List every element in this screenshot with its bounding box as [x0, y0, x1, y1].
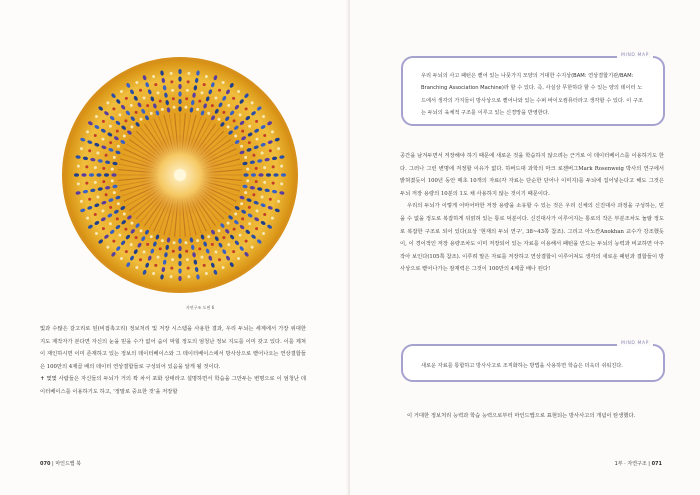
figure-cell: [187, 267, 190, 270]
figure-cell: [102, 180, 105, 183]
figure-cell: [248, 141, 251, 144]
figure-cell: [214, 96, 217, 99]
figure-cell: [187, 80, 190, 83]
figure-cell: [171, 258, 174, 261]
figure-cell: [252, 193, 255, 196]
figure-cell: [111, 168, 114, 171]
figure-cell: [139, 258, 142, 261]
figure-cell: [81, 173, 86, 176]
figure-cell: [248, 206, 251, 209]
figure-cell: [106, 101, 109, 104]
figure-cell: [157, 91, 160, 94]
figure-cell: [211, 243, 214, 246]
figure-cell: [234, 213, 237, 216]
figure-cell: [139, 229, 142, 232]
figure-cell: [187, 72, 190, 75]
figure-cell: [150, 112, 153, 115]
figure-cell: [237, 90, 240, 93]
figure-cell: [109, 141, 112, 144]
figure-cell: [239, 234, 242, 237]
figure-cell: [237, 257, 240, 260]
figure-cell: [88, 198, 91, 201]
figure-cell: [222, 81, 225, 84]
figure-cell: [96, 195, 99, 198]
figure-cell: [248, 125, 251, 128]
figure-cell: [251, 173, 256, 176]
figure-cell: [227, 125, 230, 128]
figure-cell: [185, 97, 188, 100]
figure-cell: [262, 115, 265, 118]
figure-cell: [152, 272, 155, 275]
figure-cell: [273, 173, 278, 176]
folio-title: 마인드맵 북: [55, 461, 82, 467]
figure-cell: [256, 209, 259, 212]
figure-cell: [178, 238, 181, 243]
figure-caption: 자연구조 도면 6: [185, 305, 215, 310]
figure-cell: [281, 173, 286, 176]
figure-cell: [116, 217, 119, 220]
dagger-icon: ✝: [40, 376, 47, 383]
figure-cell: [102, 167, 105, 170]
figure-cell: [74, 173, 79, 176]
figure-cell: [266, 173, 271, 176]
figure-cell: [139, 118, 142, 121]
figure-cell: [120, 257, 123, 260]
figure-cell: [118, 234, 121, 237]
figure-cell: [170, 275, 173, 278]
figure-cell: [102, 120, 105, 123]
page-number: 071: [651, 461, 662, 467]
figure-cell: [170, 72, 173, 75]
figure-cell: [159, 247, 162, 250]
figure-cell: [130, 222, 133, 225]
figure-cell: [178, 76, 181, 81]
paragraph: [40, 373, 306, 398]
figure-cell: [218, 229, 221, 232]
figure-cell: [112, 107, 115, 110]
figure-cell: [173, 241, 176, 244]
figure-cell: [205, 272, 208, 275]
figure-cell: [171, 89, 174, 92]
figure-cell: [113, 191, 116, 194]
figure-cell: [261, 152, 264, 155]
figure-cell: [154, 83, 157, 86]
figure-cell: [130, 104, 133, 107]
figure-cell: [218, 118, 221, 121]
figure-cell: [109, 125, 112, 128]
figure-cell: [263, 213, 266, 216]
figure-cell: [77, 182, 80, 185]
figure-cell: [139, 89, 142, 92]
figure-cell: [262, 232, 265, 235]
figure-cell: [186, 258, 189, 261]
figure-cell: [255, 227, 258, 230]
figure-cell: [203, 83, 206, 86]
figure-cell: [104, 173, 109, 176]
figure-cell: [86, 217, 89, 220]
figure-cell: [86, 130, 89, 133]
figure-cell: [245, 107, 248, 110]
figure-cell: [89, 173, 94, 176]
figure-cell: [200, 91, 203, 94]
figure-cell: [113, 156, 116, 159]
folio-title: 1부 · 자연구조: [614, 461, 647, 467]
figure-cell: [178, 276, 181, 281]
figure-cell: [111, 173, 116, 176]
figure-cell: [218, 258, 221, 261]
figure-cell: [95, 232, 98, 235]
figure-cell: [105, 193, 108, 196]
figure-cell: [280, 165, 283, 168]
figure-cell: [123, 134, 126, 137]
figure-cell: [218, 89, 221, 92]
paragraph-text: 몇몇 사람들은 자신들의 두뇌가 거의 꽉 차서 포화 상태라고 설명하면서 학습을 그만두는 변명으로 이 엄청난 데이터베이스를 이용하기도 하고, '정말로 중요한 것'을 저장할: [40, 376, 307, 395]
figure-cell: [161, 108, 164, 111]
figure-cell: [135, 236, 138, 239]
figure-cell: [234, 134, 237, 137]
figure-cell: [271, 217, 274, 220]
figure-cell: [172, 250, 175, 253]
figure-cell: [244, 191, 247, 194]
figure-cell: [255, 180, 258, 183]
figure-cell: [101, 209, 104, 212]
figure-cell: [256, 138, 259, 141]
figure-cell: [178, 99, 181, 104]
figure-cell: [263, 166, 266, 169]
figure-cell: [94, 166, 97, 169]
figure-cell: [263, 134, 266, 137]
figure-cell: [94, 213, 97, 216]
figure-cell: [251, 101, 254, 104]
figure-cell: [170, 80, 173, 83]
figure-cell: [125, 250, 128, 253]
mindmap-callout-text: 새로운 자료를 통합하고 방사사고로 조직화하는 방법을 사용하면 학습은 더욱더 쉬워진다.: [421, 363, 623, 369]
mindmap-label: MIND MAP: [617, 341, 653, 346]
figure-cell: [109, 222, 112, 225]
figure-cell: [80, 200, 83, 203]
figure-cell: [251, 246, 254, 249]
figure-cell: [178, 268, 181, 273]
left-body-text: [40, 323, 306, 399]
figure-cell: [272, 182, 275, 185]
figure-cell: [200, 256, 203, 259]
figure-cell: [241, 217, 244, 220]
figure-cell: [117, 202, 120, 205]
paragraph: 우리의 두뇌가 이렇게 어마어마한 저장 용량을 소유할 수 있는 것은 우리 신체의 신진대사 과정을 구성하는, 믿을 수 없을 정도로 복잡하게 뒤얽혀 있는 통로 덕분이다. 신진대사가 이루어지는 통로의 작은 부분조차도 놀랄 정도로 복잡한 구조로 되어 있다(요상 '현재의 두뇌 연구', 38~43쪽 참조). 그리고 아노칸Anokhan 교수가 강조했듯이, 이 경이적인 저장 용량조차도 이미 저장되어 있는 자료를 이용해서 패턴을 만드는 두뇌의 능력과 비교하면 아주 작아 보인다(105쪽 참조). 이루려 말은 자료를 저장하고 연상결합이 이루어져도 생각의 새로운 패턴과 결합들이 방사상으로 뻗어나가는 잠재력은 그것이 100만의 4제곱 배나 된다!: [400, 203, 664, 273]
figure-cell: [178, 106, 181, 111]
figure-cell: [96, 152, 99, 155]
figure-cell: [269, 149, 272, 152]
figure-cell: [246, 168, 249, 171]
figure-cell: [233, 228, 236, 231]
figure-cell: [255, 120, 258, 123]
figure-cell: [116, 130, 119, 133]
figure-cell: [130, 243, 133, 246]
mindmap-label: MIND MAP: [617, 53, 653, 58]
mindmap-callout-box: [401, 53, 665, 126]
figure-cell: [125, 97, 128, 100]
paragraph: 공간을 남겨두면서 저장해야 하기 때문에 새로운 것을 학습하지 않으려는 근거로 이 데이터베이스를 이용하기도 한다. 그러나 그런 변명에 걱정할 이유가 없다. 하버드대 과학의 마크 로젠버그Mark Rosenweig 박사의 연구에서 밝혀졌듯이 100년 동안 매초 10개의 자료(각 자료는 단순한 단어나 이미지)를 두뇌에 집어넣는다고 해도 그것은 두뇌 저장 용량의 10분의 1도 채 사용하지 않는 것이기 때문이다.: [400, 153, 664, 197]
figure-cell: [239, 113, 242, 116]
figure-cell: [106, 246, 109, 249]
figure-cell: [120, 90, 123, 93]
figure-cell: [198, 247, 201, 250]
radial-structure-figure: [60, 55, 300, 295]
figure-cell: [95, 115, 98, 118]
figure-cell: [157, 256, 160, 259]
figure-cell: [207, 112, 210, 115]
figure-cell: [135, 266, 138, 269]
figure-cell: [154, 264, 157, 267]
figure-cell: [277, 200, 280, 203]
figure-cell: [263, 181, 266, 184]
page-number: 070: [40, 461, 51, 467]
folio-separator: |: [648, 461, 652, 467]
figure-cell: [185, 250, 188, 253]
figure-cell: [96, 173, 101, 176]
figure-cell: [124, 119, 127, 122]
figure-cell: [232, 250, 235, 253]
figure-cell: [207, 235, 210, 238]
figure-cell: [161, 239, 164, 242]
figure-cell: [146, 104, 149, 107]
figure-cell: [222, 266, 225, 269]
figure-cell: [233, 119, 236, 122]
figure-cell: [94, 181, 97, 184]
figure-cell: [80, 147, 83, 150]
figure-cell: [203, 264, 206, 267]
right-closing-text: [400, 410, 664, 423]
figure-cell: [240, 202, 243, 205]
folio-separator: |: [52, 461, 56, 467]
figure-cell: [244, 156, 247, 159]
right-body-text: [400, 150, 664, 276]
figure-cell: [214, 251, 217, 254]
figure-cell: [173, 106, 176, 109]
figure-cell: [111, 179, 114, 182]
folio-left: [40, 460, 81, 467]
figure-cell: [101, 138, 104, 141]
figure-cell: [222, 236, 225, 239]
figure-cell: [123, 213, 126, 216]
figure-cell: [178, 91, 181, 96]
figure-cell: [159, 100, 162, 103]
figure-cell: [240, 145, 243, 148]
figure-cell: [227, 243, 230, 246]
figure-cell: [178, 253, 181, 258]
figure-cell: [198, 100, 201, 103]
figure-cell: [245, 240, 248, 243]
folio-right: [615, 460, 662, 467]
figure-cell: [232, 97, 235, 100]
figure-cell: [124, 228, 127, 231]
figure-cell: [88, 149, 91, 152]
figure-cell: [258, 173, 263, 176]
paragraph: 이 거대한 정보처리 능력과 학습 능력으로부터 마인드맵으로 표현되는 방사사고의 개념이 탄생했다.: [407, 413, 636, 419]
figure-cell: [152, 75, 155, 78]
figure-cell: [196, 239, 199, 242]
paragraph: 빛과 수많은 갈고리로 된(비접촉고리) 정보처리 및 저장 시스템을 사용한 결과, 우리 두뇌는 세계에서 가장 위대한 지도 제작자가 본다면 자신의 눈을 믿을 수가 없어 숨이 막힐 정도의 엄청난 정보 지도를 이미 갖고 있다. 이를 제쳐이 재인하시면 이미 존재하고 있는 정보의 데이터베이스와 그 데이터베이스에서 방사상으로 뻗어나오는 연상결합들은 100만의 4제곱 배의 데이터 연상결합들로 구성되어 있음을 알게 될 것이다.: [40, 326, 306, 370]
figure-cell: [248, 222, 251, 225]
figure-cell: [178, 69, 181, 74]
figure-cell: [246, 179, 249, 182]
figure-cell: [118, 113, 121, 116]
figure-cell: [112, 240, 115, 243]
figure-cell: [77, 165, 80, 168]
figure-cell: [135, 81, 138, 84]
figure-cell: [170, 267, 173, 270]
figure-cell: [94, 134, 97, 137]
figure-cell: [227, 222, 230, 225]
figure-cell: [227, 104, 230, 107]
figure-cell: [241, 130, 244, 133]
figure-cell: [130, 125, 133, 128]
figure-cell: [105, 154, 108, 157]
figure-cell: [143, 96, 146, 99]
figure-cell: [102, 227, 105, 230]
figure-cell: [178, 246, 181, 251]
figure-cell: [143, 251, 146, 254]
figure-cell: [178, 261, 181, 266]
figure-cell: [187, 275, 190, 278]
figure-cell: [222, 111, 225, 114]
figure-cell: [109, 206, 112, 209]
figure-cell: [211, 104, 214, 107]
figure-cell: [184, 241, 187, 244]
mindmap-callout-text: 우리 두뇌의 사고 패턴은 뻗어 있는 나뭇가지 모양의 거대한 수지상(BAM: 연상결합기관/BAM: Branching Association Machine)라 할 수 있다. 즉, 사실상 무한하다 할 수 있는 양의 데이터 노드에서 생각의 가지들이 방사상으로 뻗어나와 있는 수퍼 바이오컴퓨터라고 생각할 수 있다. 이 구조는 두뇌의 육체적 구조를 이루고 있는 신경망을 반영한다.: [421, 73, 643, 116]
figure-cell: [243, 173, 248, 176]
figure-cell: [280, 182, 283, 185]
figure-cell: [85, 182, 88, 185]
figure-cell: [150, 235, 153, 238]
figure-cell: [135, 111, 138, 114]
figure-cell: [85, 165, 88, 168]
figure-cell: [269, 198, 272, 201]
figure-cell: [205, 75, 208, 78]
figure-cell: [196, 108, 199, 111]
figure-cell: [117, 145, 120, 148]
figure-cell: [178, 84, 181, 89]
mindmap-callout-box: [401, 341, 665, 382]
figure-cell: [271, 130, 274, 133]
figure-cell: [172, 97, 175, 100]
figure-cell: [272, 165, 275, 168]
figure-cell: [277, 147, 280, 150]
figure-cell: [146, 243, 149, 246]
figure-cell: [261, 195, 264, 198]
figure-cell: [255, 167, 258, 170]
figure-cell: [252, 154, 255, 157]
figure-cell: [186, 89, 189, 92]
figure-cell: [184, 106, 187, 109]
